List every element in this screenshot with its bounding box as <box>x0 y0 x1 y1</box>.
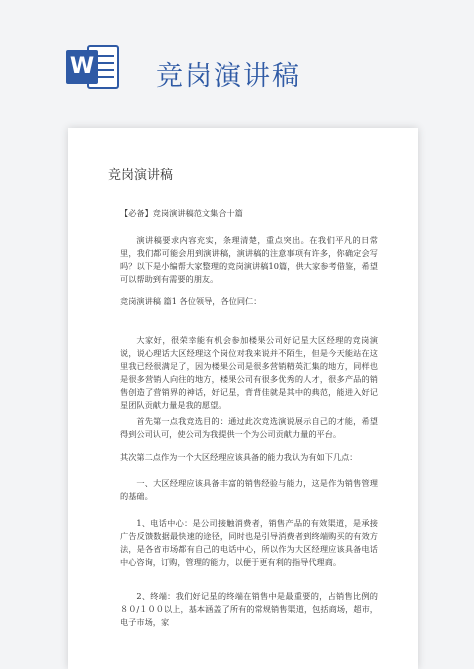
document-paragraph: 大家好，很荣幸能有机会参加楼果公司好记星大区经理的竞岗演说，说心理话大区经理这个岗位对我来说并不陌生，但是今天能站在这里我已经很满足了，因为楼果公司是很多营销精英汇集的地方，同样也是很多营销人向往的地方，楼果公司有很多优秀的人才，很多产品的销售创造了营销界的神话，好记星，背背佳就是其中的典范，能进入好记星团队贡献力量是我的愿望。 <box>120 335 378 410</box>
document-paragraph: 【必备】竞岗演讲稿范文集合十篇 <box>120 208 243 218</box>
document-paragraph: 竞岗演讲稿 篇1 各位领导，各位同仁： <box>120 296 262 306</box>
document-title: 竞岗演讲稿 <box>108 168 174 183</box>
document-paragraph: 演讲稿要求内容充实，条理清楚，重点突出。在我们平凡的日常里，我们都可能会用到演讲稿，演讲稿的注意事项有许多，你确定会写吗？以下是小编帮大家整理的竞岗演讲稿10篇，供大家参考借鉴，希望可以帮助到有需要的朋友。 <box>120 235 378 284</box>
document-paragraph: 1、电话中心：是公司接触消费者，销售产品的有效渠道，是承接广告反馈数据最快速的途径，同时也是引导消费者到终端购买的有效方法，是各省市场都有自己的电话中心，所以作为大区经理应该具备电话中心咨询，订购，管理的能力，以便于更有利的指导代理商。 <box>120 518 378 567</box>
document-page <box>68 128 418 669</box>
page-title: 竞岗演讲稿 <box>156 61 301 92</box>
document-paragraph: 首先第一点我竞选目的：通过此次竞选演说展示自己的才能，希望得到公司认可，使公司为我提供一个为公司贡献力量的平台。 <box>120 416 378 439</box>
word-logo-letter: W <box>69 54 95 79</box>
page-header <box>0 0 474 100</box>
document-paragraph: 2、终端：我们好记星的终端在销售中是最重要的，占销售比例的８０/１００以上，基本涵盖了所有的常规销售渠道，包括商场，超市，电子市场，家 <box>120 591 378 627</box>
document-paragraph: 其次第二点作为一个大区经理应该具备的能力我认为有如下几点： <box>120 452 358 462</box>
document-paragraph: 一、大区经理应该具备丰富的销售经验与能力，这是作为销售管理的基础。 <box>120 478 378 501</box>
